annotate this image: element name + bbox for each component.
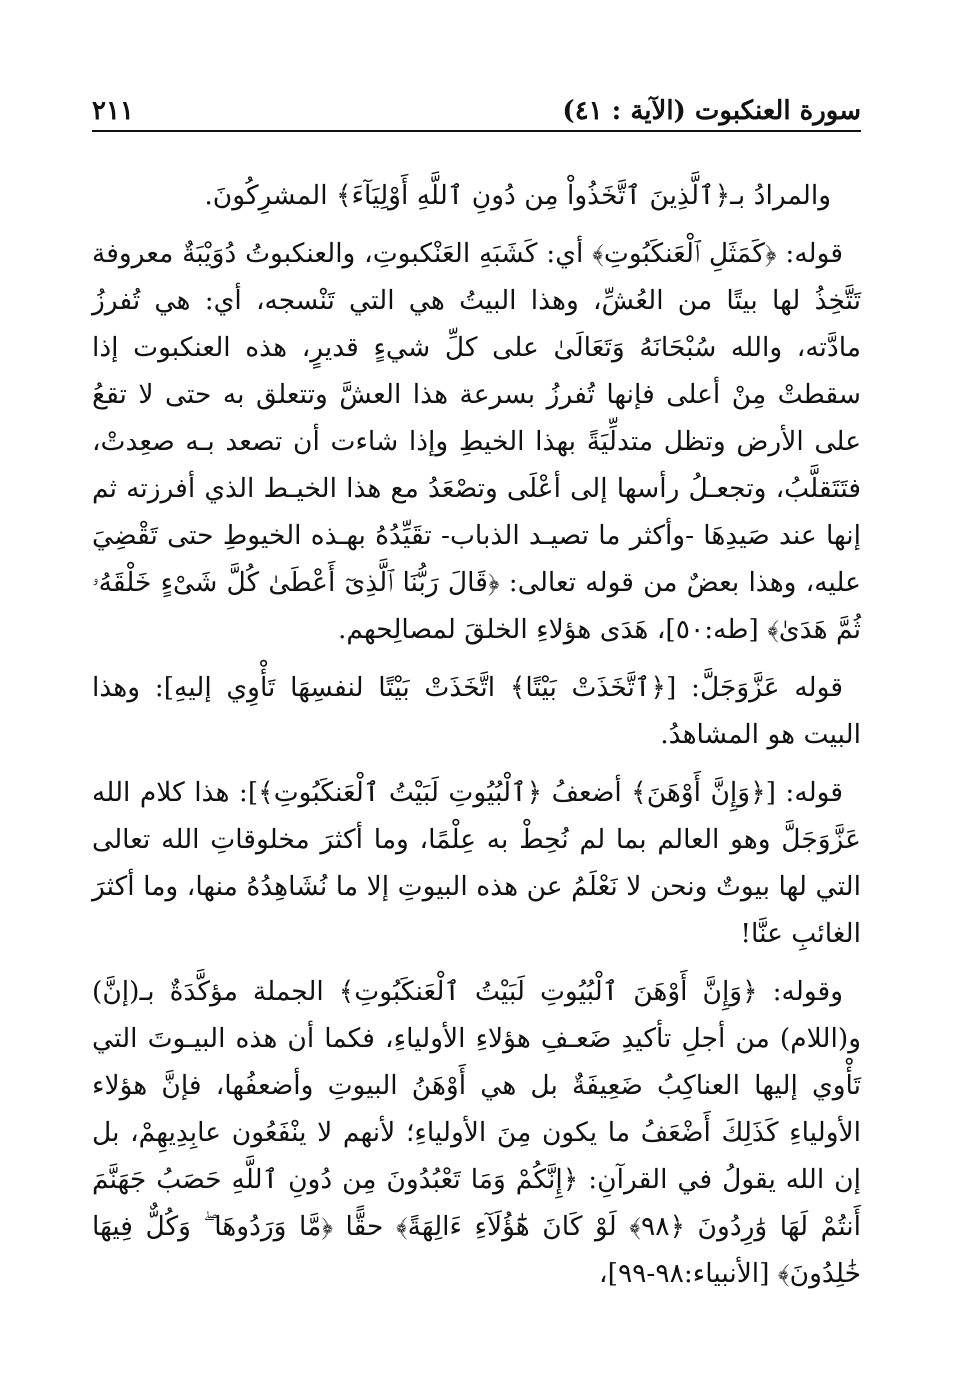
paragraph: والمرادُ بـ﴿ٱلَّذِينَ ٱتَّخَذُواْ مِن دُونِ ٱللَّهِ أَوْلِيَآءَ﴾ المشرِكُونَ. xyxy=(204,180,831,211)
paragraph: قوله: [﴿وَإِنَّ أَوْهَنَ﴾ أضعفُ ﴿ٱلْبُيُوتِ لَبَيْتُ ٱلْعَنكَبُوتِ﴾]: هذا كلام الله عَزَّوَجَلَّ وهو العالم بما لم نُحِطْ به عِلْمًا، وما أكثرَ مخلوقاتِ الله تعالى التي لها بيوتٌ ونحن لا نَعْلَمُ عن هذه البيوتِ إلا ما نُشَاهِدُهُ منها، وما أكثرَ الغائبِ عنَّا! xyxy=(92,777,861,949)
chapter-title: سورة العنكبوت (الآية : ٤١) xyxy=(562,96,861,126)
body-text xyxy=(92,172,861,1308)
paragraph: قوله عَزَّوَجَلَّ: [﴿ٱتَّخَذَتْ بَيْتًا﴾ اتَّخَذَتْ بَيْتًا لنفسِهَا تَأْوِي إليهِ]: وهذا البيت هو المشاهدُ. xyxy=(92,672,861,750)
paragraph: قوله: ﴿كَمَثَلِ ٱلْعَنكَبُوتِ﴾ أي: كَشَبَهِ العَنْكبوتِ، والعنكبوتُ دُوَيْبَةٌ معروفة تَتَّخِذُ لها بيتًا من العُشِّ، وهذا البيتُ هي التي تَنْسجه، أي: هي تُفرزُ مادَّته، والله سُبْحَانَهُ وَتَعَالَىٰ على كلِّ شيءٍ قديرٍ، هذه العنكبوت إذا سقطتْ مِنْ أعلى فإنها تُفرزُ بسرعة هذا العشَّ وتتعلق به حتى لا تقعُ على الأرض وتظل متدلِّيَةً بهذا الخيطِ وإذا شاءت أن تصعد بـه صعِدتْ، فتَتَقلَّبُ، وتجعـلُ رأسها إلى أعْلَى وتصْعَدُ مع هذا الخيـط الذي أفرزته ثم إنها عند صَيدِهَا -وأكثر ما تصيـد الذباب- تقَيِّدُهُ بهـذه الخيوطِ حتى تَقْضِيَ عليه، وهذا بعضٌ من قوله تعالى: ﴿قَالَ رَبُّنَا ٱلَّذِىٓ أَعْطَىٰ كُلَّ شَىْءٍ خَلْقَهُۥ ثُمَّ هَدَىٰ﴾ [طه:٥٠]، هَدَى هؤلاءِ الخلقَ لمصالِحهم. xyxy=(92,238,862,645)
page-number: ٢١١ xyxy=(92,96,134,126)
page-header xyxy=(92,96,861,132)
paragraph: وقوله: ﴿وَإِنَّ أَوْهَنَ ٱلْبُيُوتِ لَبَيْتُ ٱلْعَنكَبُوتِ﴾ الجملة مؤكَّدَةٌ بـ(إنَّ) و(اللام) من أجلِ تأكيدِ ضَعـفِ هؤلاءِ الأولياءِ، فكما أن هذه البيـوتَ التي تَأْوي إليها العناكِبُ ضَعِيفَةٌ بل هي أَوْهَنُ البيوتِ وأضعفُها، فإنَّ هؤلاء الأولياءِ كَذَلِكَ أَضْعَفُ ما يكون مِنَ الأولياءِ؛ لأنهم لا ينْفَعُون عابِدِيهِمْ، بل إن الله يقولُ في القرآنِ: ﴿إِنَّكُمْ وَمَا تَعْبُدُونَ مِن دُونِ ٱللَّهِ حَصَبُ جَهَنَّمَ أَنتُمْ لَهَا وَٰرِدُونَ ﴿٩٨﴾ لَوْ كَانَ هَٰٓؤُلَآءِ ءَالِهَةً﴾ حقًّا ﴿مَّا وَرَدُوهَا ۖ وَكُلٌّ فِيهَا خَٰلِدُونَ﴾ [الأنبياء:٩٨-٩٩]، xyxy=(92,976,862,1289)
